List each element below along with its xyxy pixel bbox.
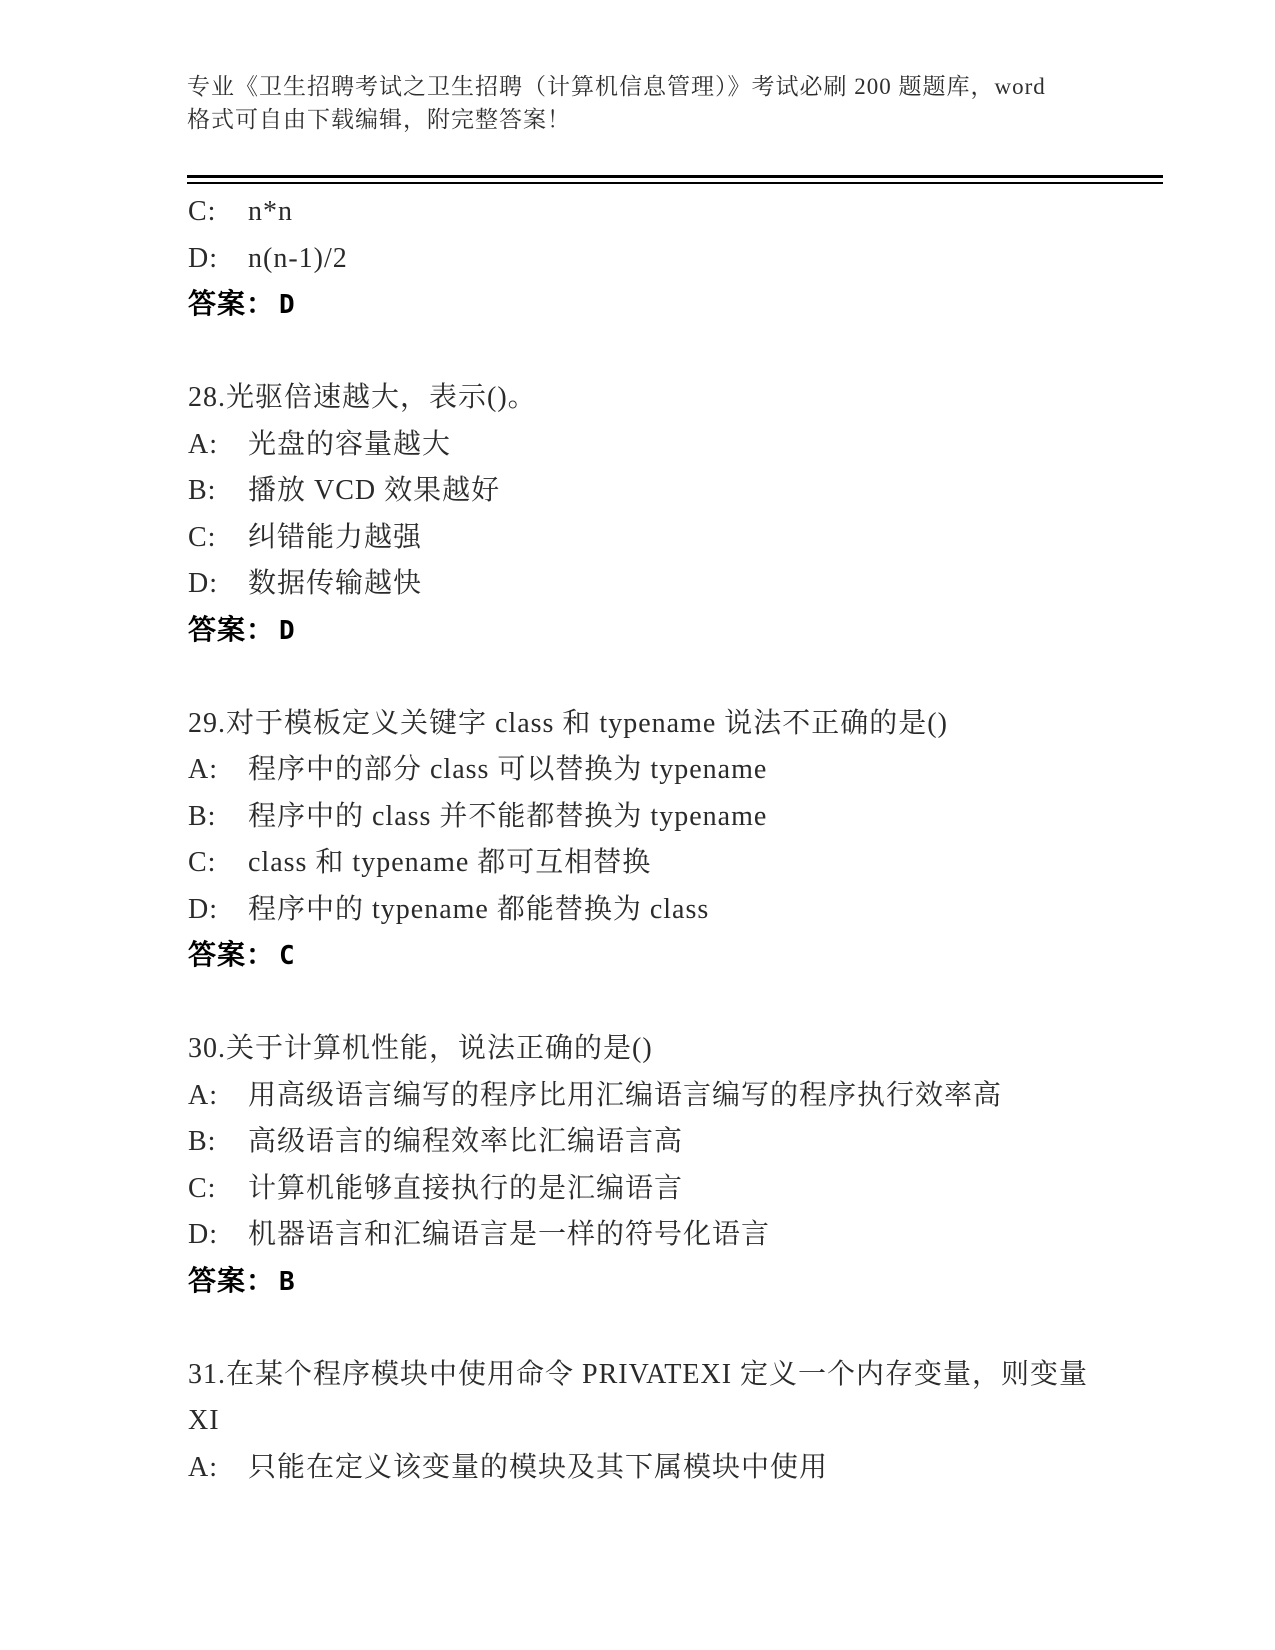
question-29-option-b xyxy=(188,794,1164,841)
option-label: B: xyxy=(188,475,217,506)
question-29-answer-line xyxy=(188,933,1164,980)
option-text: 程序中的 class 并不能都替换为 typename xyxy=(248,800,768,832)
option-label: B: xyxy=(188,1126,217,1157)
option-text: 用高级语言编写的程序比用汇编语言编写的程序执行效率高 xyxy=(248,1079,1003,1111)
question-28-option-c xyxy=(188,515,1164,562)
question-29-title: 29.对于模板定义关键字 class 和 typename 说法不正确的是() xyxy=(188,707,948,739)
option-text: 程序中的部分 class 可以替换为 typename xyxy=(248,754,768,785)
option-text: 计算机能够直接执行的是汇编语言 xyxy=(248,1172,684,1204)
question-30-answer-line xyxy=(188,1259,1164,1306)
answer-label: 答案： xyxy=(188,289,276,320)
header-line-1: 专业《卫生招聘考试之卫生招聘（计算机信息管理）》考试必刷 200 题题库，word xyxy=(187,74,1046,99)
blank-line xyxy=(188,654,1164,701)
question-31-option-a xyxy=(188,1445,1164,1492)
header-divider-rule xyxy=(187,175,1163,184)
option-text: 高级语言的编程效率比汇编语言高 xyxy=(248,1126,684,1157)
fragment-option-d xyxy=(188,236,1164,283)
blank-line xyxy=(188,980,1164,1027)
answer-letter: B xyxy=(279,1266,296,1297)
question-28-answer-line xyxy=(188,608,1164,655)
question-30-option-d xyxy=(188,1212,1164,1259)
question-28-title: 28.光驱倍速越大，表示()。 xyxy=(188,382,537,413)
question-30-option-a xyxy=(188,1073,1164,1120)
option-text: 只能在定义该变量的模块及其下属模块中使用 xyxy=(248,1451,829,1483)
fragment-answer-line xyxy=(188,282,1164,329)
document-body xyxy=(188,189,1164,1491)
question-30-option-b xyxy=(188,1119,1164,1166)
option-label: A: xyxy=(188,1079,218,1111)
option-label: A: xyxy=(188,1451,218,1483)
option-label: C: xyxy=(188,1172,217,1204)
blank-line xyxy=(188,329,1164,376)
answer-letter: D xyxy=(279,290,296,320)
question-30-title: 30.关于计算机性能，说法正确的是() xyxy=(188,1033,653,1064)
question-30-option-c xyxy=(188,1166,1164,1213)
question-31-title: 31.在某个程序模块中使用命令 PRIVATEXI 定义一个内存变量，则变量 xyxy=(188,1358,1089,1390)
option-label: D: xyxy=(188,1219,218,1250)
option-label: D: xyxy=(188,242,218,274)
option-text: 播放 VCD 效果越好 xyxy=(248,475,501,506)
question-28-option-d xyxy=(188,561,1164,608)
question-28-option-b xyxy=(188,468,1164,515)
question-29-option-c xyxy=(188,840,1164,887)
option-label: D: xyxy=(188,568,218,599)
option-text: 数据传输越快 xyxy=(248,568,423,599)
answer-letter: D xyxy=(279,615,296,646)
blank-line xyxy=(188,1305,1164,1352)
option-text: n(n-1)/2 xyxy=(248,242,348,274)
answer-label: 答案： xyxy=(188,614,276,646)
answer-letter: C xyxy=(279,941,296,971)
option-label: A: xyxy=(188,428,218,460)
header-line-2: 格式可自由下载编辑，附完整答案！ xyxy=(187,107,571,132)
question-29-option-d xyxy=(188,887,1164,934)
option-label: C: xyxy=(188,521,217,553)
fragment-option-c xyxy=(188,189,1164,236)
option-text: 纠错能力越强 xyxy=(248,521,423,553)
option-text: 机器语言和汇编语言是一样的符号化语言 xyxy=(248,1219,771,1250)
option-label: C: xyxy=(188,847,217,878)
question-28-option-a xyxy=(188,422,1164,469)
option-text: class 和 typename 都可互相替换 xyxy=(248,847,652,878)
answer-label: 答案： xyxy=(188,1265,276,1297)
option-label: D: xyxy=(188,893,218,925)
option-text: 程序中的 typename 都能替换为 class xyxy=(248,893,710,925)
answer-label: 答案： xyxy=(188,940,276,971)
option-label: A: xyxy=(188,754,218,785)
option-label: C: xyxy=(188,196,217,227)
option-label: B: xyxy=(188,800,217,832)
option-text: 光盘的容量越大 xyxy=(248,428,452,460)
option-text: n*n xyxy=(248,196,293,227)
question-29-option-a xyxy=(188,747,1164,794)
question-31-title-wrap: XI xyxy=(188,1405,220,1436)
page-header xyxy=(187,70,1163,136)
